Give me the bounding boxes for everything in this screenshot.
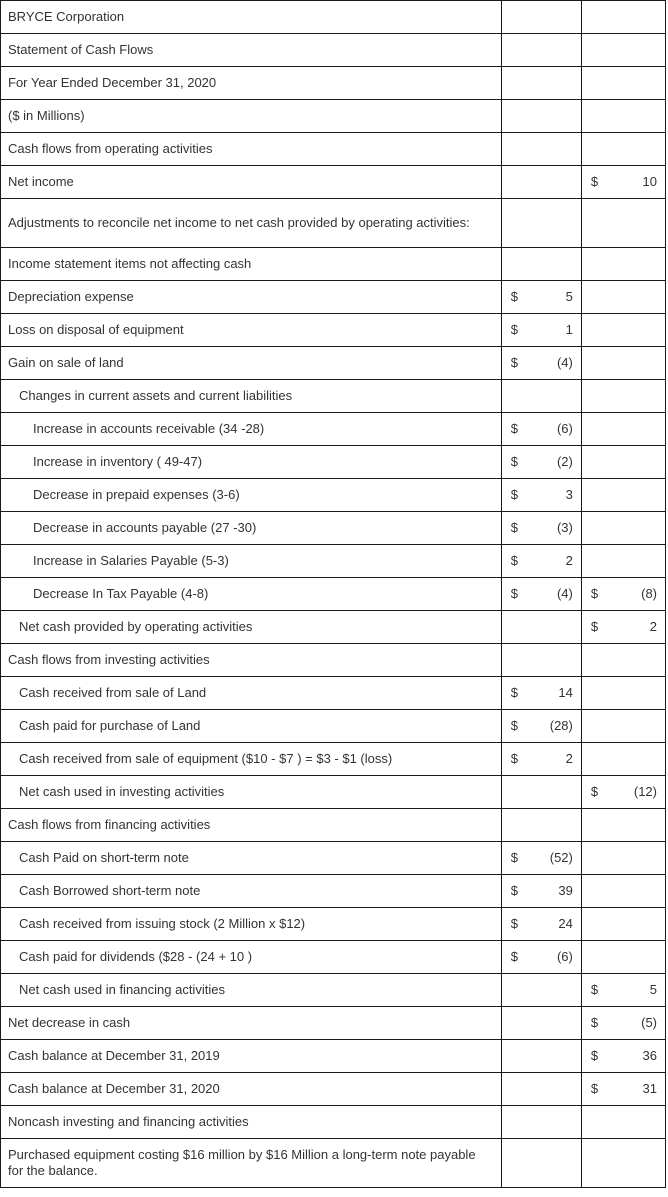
amount-value: 2 [565,553,573,568]
detail-amount-cell [501,67,581,100]
detail-amount-cell [501,611,581,644]
amount-value: 24 [558,916,573,931]
detail-amount-cell [501,34,581,67]
total-amount-cell [581,908,665,941]
amount-value: 10 [642,174,657,189]
total-amount-cell [581,1007,665,1040]
statement-row [1,1007,666,1040]
detail-amount-cell [501,512,581,545]
row-label: Net cash provided by operating activities [1,611,502,644]
statement-row [1,908,666,941]
detail-amount-cell [501,941,581,974]
detail-amount-cell [501,1,581,34]
currency-symbol: $ [510,520,518,535]
statement-row [1,545,666,578]
row-label: Noncash investing and financing activities [1,1106,502,1139]
statement-row [1,512,666,545]
statement-row [1,1,666,34]
statement-row [1,644,666,677]
detail-amount-cell [501,1106,581,1139]
row-label: Net cash used in investing activities [1,776,502,809]
total-amount-cell [581,545,665,578]
currency-symbol: $ [590,1081,599,1096]
amount-value: (4) [556,355,573,370]
statement-row [1,710,666,743]
total-amount-cell [581,974,665,1007]
total-amount-cell [581,743,665,776]
currency-symbol: $ [510,586,518,601]
statement-row [1,133,666,166]
total-amount-cell [581,842,665,875]
statement-row [1,34,666,67]
detail-amount-cell [501,776,581,809]
row-label: Loss on disposal of equipment [1,314,502,347]
currency-symbol: $ [510,685,518,700]
total-amount-cell [581,512,665,545]
row-label: Cash Borrowed short-term note [1,875,502,908]
amount-value: 5 [565,289,573,304]
detail-amount-cell [501,248,581,281]
statement-row [1,611,666,644]
detail-amount-cell [501,380,581,413]
statement-row [1,578,666,611]
total-amount-cell [581,34,665,67]
amount-value: 2 [565,751,573,766]
statement-row [1,479,666,512]
row-label: Decrease In Tax Payable (4-8) [1,578,502,611]
detail-amount-cell [501,446,581,479]
row-label: Cash paid for purchase of Land [1,710,502,743]
amount-value: (4) [556,586,573,601]
detail-amount-cell [501,842,581,875]
statement-row [1,1040,666,1073]
row-label: ($ in Millions) [1,100,502,133]
row-label: BRYCE Corporation [1,1,502,34]
currency-symbol: $ [510,355,518,370]
row-label: Cash balance at December 31, 2019 [1,1040,502,1073]
row-label: Increase in accounts receivable (34 -28) [1,413,502,446]
currency-symbol: $ [510,322,518,337]
row-label: Cash paid for dividends ($28 - (24 + 10 ) [1,941,502,974]
currency-symbol: $ [510,883,518,898]
amount-value: (6) [556,949,573,964]
row-label: Statement of Cash Flows [1,34,502,67]
total-amount-cell [581,248,665,281]
row-label: Cash received from sale of equipment ($10 - $7 ) = $3 - $1 (loss) [1,743,502,776]
amount-value: 1 [565,322,573,337]
row-label: Cash flows from investing activities [1,644,502,677]
amount-value: (12) [633,784,657,799]
amount-value: (6) [556,421,573,436]
row-label: Net decrease in cash [1,1007,502,1040]
total-amount-cell [581,100,665,133]
amount-value: (28) [549,718,573,733]
detail-amount-cell [501,974,581,1007]
statement-row [1,166,666,199]
row-label: Cash balance at December 31, 2020 [1,1073,502,1106]
detail-amount-cell [501,1040,581,1073]
statement-row [1,199,666,248]
amount-value: (8) [641,586,657,601]
statement-row [1,1073,666,1106]
total-amount-cell [581,677,665,710]
statement-row [1,281,666,314]
statement-row [1,446,666,479]
total-amount-cell [581,133,665,166]
total-amount-cell [581,380,665,413]
currency-symbol: $ [510,718,518,733]
row-label: Cash received from issuing stock (2 Million x $12) [1,908,502,941]
detail-amount-cell [501,545,581,578]
currency-symbol: $ [590,1048,599,1063]
amount-value: 39 [558,883,573,898]
row-label: Changes in current assets and current liabilities [1,380,502,413]
row-label: Cash received from sale of Land [1,677,502,710]
row-label: Income statement items not affecting cash [1,248,502,281]
row-label: Decrease in accounts payable (27 -30) [1,512,502,545]
currency-symbol: $ [510,949,518,964]
total-amount-cell [581,479,665,512]
statement-row [1,743,666,776]
amount-value: (3) [556,520,573,535]
total-amount-cell [581,809,665,842]
detail-amount-cell [501,1073,581,1106]
statement-row [1,100,666,133]
detail-amount-cell [501,809,581,842]
row-label: Increase in inventory ( 49-47) [1,446,502,479]
row-label: Cash flows from operating activities [1,133,502,166]
total-amount-cell [581,875,665,908]
detail-amount-cell [501,1139,581,1188]
currency-symbol: $ [510,850,518,865]
currency-symbol: $ [510,751,518,766]
currency-symbol: $ [590,586,599,601]
detail-amount-cell [501,281,581,314]
total-amount-cell [581,1040,665,1073]
statement-row [1,67,666,100]
detail-amount-cell [501,413,581,446]
currency-symbol: $ [510,553,518,568]
detail-amount-cell [501,347,581,380]
row-label: Decrease in prepaid expenses (3-6) [1,479,502,512]
amount-value: (2) [556,454,573,469]
statement-row [1,413,666,446]
row-label: Cash flows from financing activities [1,809,502,842]
total-amount-cell [581,281,665,314]
amount-value: (5) [641,1015,657,1030]
detail-amount-cell [501,133,581,166]
amount-value: 5 [649,982,657,997]
statement-row [1,347,666,380]
amount-value: (52) [549,850,573,865]
detail-amount-cell [501,314,581,347]
amount-value: 3 [565,487,573,502]
statement-row [1,314,666,347]
detail-amount-cell [501,677,581,710]
row-label: For Year Ended December 31, 2020 [1,67,502,100]
detail-amount-cell [501,199,581,248]
total-amount-cell [581,67,665,100]
detail-amount-cell [501,875,581,908]
statement-row [1,974,666,1007]
total-amount-cell [581,199,665,248]
currency-symbol: $ [590,174,599,189]
detail-amount-cell [501,578,581,611]
row-label: Net income [1,166,502,199]
row-label: Net cash used in financing activities [1,974,502,1007]
currency-symbol: $ [590,982,599,997]
statement-row [1,809,666,842]
total-amount-cell [581,446,665,479]
detail-amount-cell [501,908,581,941]
total-amount-cell [581,1,665,34]
total-amount-cell [581,611,665,644]
currency-symbol: $ [590,784,599,799]
statement-row [1,1106,666,1139]
total-amount-cell [581,413,665,446]
statement-row [1,842,666,875]
total-amount-cell [581,941,665,974]
currency-symbol: $ [590,1015,599,1030]
detail-amount-cell [501,743,581,776]
total-amount-cell [581,644,665,677]
statement-body [1,1,666,1188]
statement-row [1,677,666,710]
total-amount-cell [581,347,665,380]
total-amount-cell [581,776,665,809]
detail-amount-cell [501,166,581,199]
total-amount-cell [581,1073,665,1106]
statement-row [1,776,666,809]
detail-amount-cell [501,479,581,512]
statement-row [1,380,666,413]
amount-value: 14 [558,685,573,700]
currency-symbol: $ [510,916,518,931]
currency-symbol: $ [510,421,518,436]
row-label: Purchased equipment costing $16 million by $16 Million a long-term note payable for the balance. [1,1139,502,1188]
total-amount-cell [581,166,665,199]
statement-row [1,875,666,908]
row-label: Adjustments to reconcile net income to net cash provided by operating activities: [1,199,502,248]
total-amount-cell [581,314,665,347]
total-amount-cell [581,710,665,743]
amount-value: 31 [642,1081,657,1096]
row-label: Depreciation expense [1,281,502,314]
total-amount-cell [581,578,665,611]
currency-symbol: $ [510,454,518,469]
total-amount-cell [581,1139,665,1188]
detail-amount-cell [501,100,581,133]
amount-value: 36 [642,1048,657,1063]
row-label: Increase in Salaries Payable (5-3) [1,545,502,578]
row-label: Cash Paid on short-term note [1,842,502,875]
detail-amount-cell [501,644,581,677]
currency-symbol: $ [590,619,599,634]
statement-row [1,941,666,974]
total-amount-cell [581,1106,665,1139]
amount-value: 2 [649,619,657,634]
statement-row [1,1139,666,1188]
detail-amount-cell [501,1007,581,1040]
row-label: Gain on sale of land [1,347,502,380]
detail-amount-cell [501,710,581,743]
statement-row [1,248,666,281]
currency-symbol: $ [510,487,518,502]
currency-symbol: $ [510,289,518,304]
